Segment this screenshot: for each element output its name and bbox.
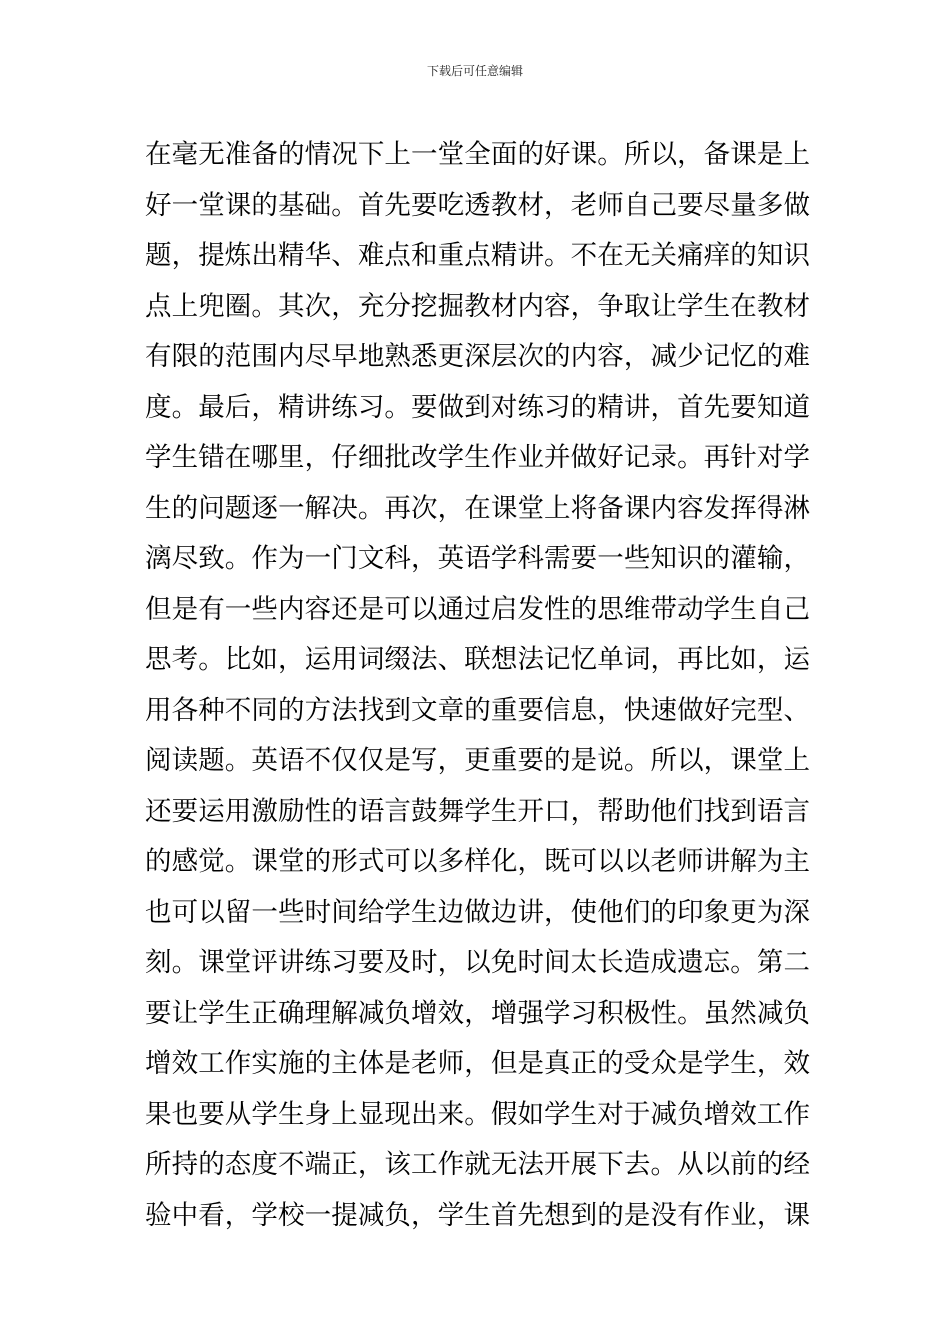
text-line: 生的问题逐一解决。再次，在课堂上将备课内容发挥得淋: [145, 492, 810, 524]
text-line: 验中看，学校一提减负，学生首先想到的是没有作业，课: [145, 1199, 810, 1231]
text-line: 要让学生正确理解减负增效，增强学习积极性。虽然减负: [145, 997, 810, 1029]
text-line: 好一堂课的基础。首先要吃透教材，老师自己要尽量多做: [145, 189, 810, 221]
text-line: 所持的态度不端正，该工作就无法开展下去。从以前的经: [145, 1149, 810, 1180]
text-line: 漓尽致。作为一门文科，英语学科需要一些知识的灌输，: [145, 543, 810, 574]
text-line: 思考。比如，运用词缀法、联想法记忆单词，再比如，运: [145, 644, 810, 675]
text-line: 但是有一些内容还是可以通过启发性的思维带动学生自己: [145, 593, 810, 625]
body-text: [145, 130, 810, 1241]
text-line: 度。最后，精讲练习。要做到对练习的精讲，首先要知道: [145, 391, 810, 423]
text-line: 也可以留一些时间给学生边做边讲，使他们的印象更为深: [145, 896, 810, 928]
text-line: 题，提炼出精华、难点和重点精讲。不在无关痛痒的知识: [145, 240, 810, 271]
text-line: 点上兜圈。其次，充分挖掘教材内容，争取让学生在教材: [145, 290, 810, 322]
text-line: 果也要从学生身上显现出来。假如学生对于减负增效工作: [145, 1098, 810, 1130]
text-line: 学生错在哪里，仔细批改学生作业并做好记录。再针对学: [145, 442, 810, 473]
text-line: 有限的范围内尽早地熟悉更深层次的内容，减少记忆的难: [145, 341, 810, 372]
text-line: 增效工作实施的主体是老师，但是真正的受众是学生，效: [145, 1048, 810, 1079]
text-line: 用各种不同的方法找到文章的重要信息，快速做好完型、: [145, 694, 810, 726]
text-line: 在毫无准备的情况下上一堂全面的好课。所以，备课是上: [145, 139, 810, 170]
text-line: 刻。课堂评讲练习要及时，以免时间太长造成遗忘。第二: [145, 947, 810, 978]
page-header: 下载后可任意编辑: [426, 64, 523, 78]
text-line: 还要运用激励性的语言鼓舞学生开口，帮助他们找到语言: [145, 795, 810, 827]
text-line: 阅读题。英语不仅仅是写，更重要的是说。所以，课堂上: [145, 745, 810, 776]
text-line: 的感觉。课堂的形式可以多样化，既可以以老师讲解为主: [145, 846, 810, 877]
